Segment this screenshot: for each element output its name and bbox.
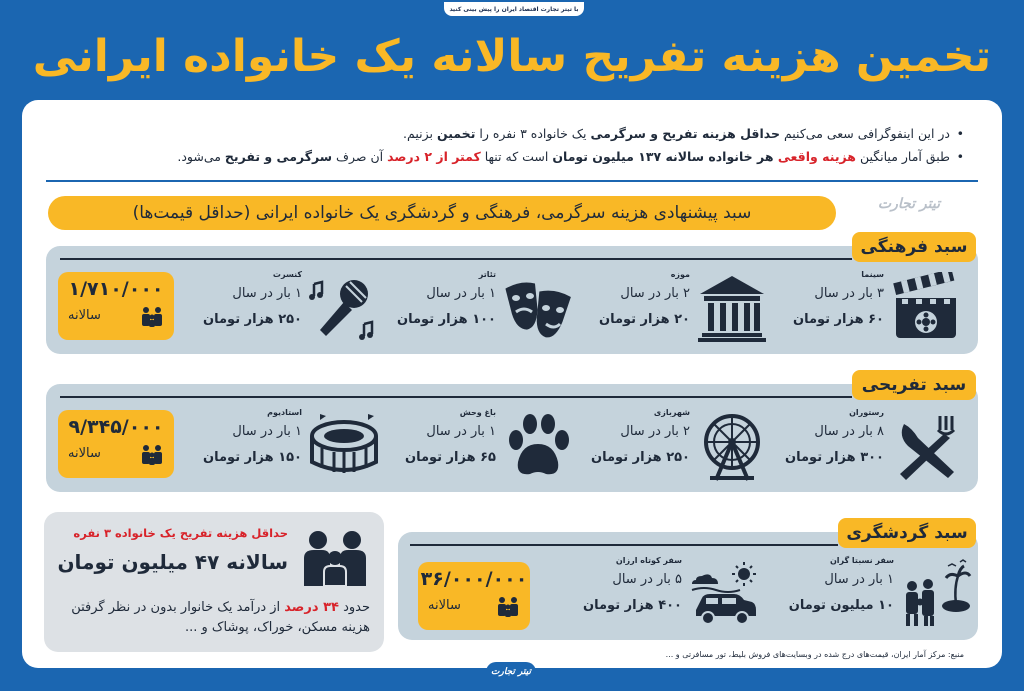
item-name: باغ وحش (459, 408, 496, 417)
family-icon (300, 528, 370, 588)
item-name: موزه (670, 270, 690, 279)
intro-text: بزنیم. (403, 126, 437, 141)
item-cinema (772, 270, 962, 350)
tourism-tab: سبد گردشگری (838, 518, 976, 548)
divider (60, 396, 852, 398)
intro-text: می‌شود. (177, 149, 225, 164)
item-name: استادیوم (267, 408, 302, 417)
family-island-icon (900, 558, 972, 630)
item-theater (384, 270, 574, 350)
page-title: تخمین هزینه تفریح سالانه یک خانواده ایرانی (32, 31, 992, 82)
intro-text: هزینه واقعی (777, 149, 856, 164)
item-cost: ۲۰ هزار تومان (598, 312, 690, 327)
intro-list (64, 122, 964, 168)
cultural-tab: سبد فرهنگی (852, 232, 976, 262)
item-cost: ۶۵ هزار تومان (404, 450, 496, 465)
item-name: تئاتر (478, 270, 496, 279)
intro-line-1 (64, 122, 964, 145)
item-stadium (190, 408, 380, 488)
item-frequency: ۳ بار در سال (814, 286, 884, 301)
summary-percent: ۳۴ درصد (284, 600, 339, 615)
total-value: ۱/۷۱۰/۰۰۰ (68, 278, 164, 300)
divider (46, 180, 978, 182)
intro-text: سرگرمی و تفریح (224, 149, 333, 164)
intro-text: تخمین (436, 126, 476, 141)
summary-total: سالانه ۴۷ میلیون تومان (57, 550, 288, 574)
item-museum (578, 270, 768, 350)
item-frequency: ۲ بار در سال (620, 424, 690, 439)
item-cost: ۱۵۰ هزار تومان (203, 450, 302, 465)
intro-text: یک خانواده ۳ نفره را (475, 126, 591, 141)
item-cost: ۳۰۰ هزار تومان (785, 450, 884, 465)
item-cost: ۶۰ هزار تومان (792, 312, 884, 327)
item-name: رستوران (849, 408, 884, 417)
item-cost: ۴۰۰ هزار تومان (583, 598, 682, 613)
item-frequency: ۱ بار در سال (426, 286, 496, 301)
intro-text: حداقل هزینه تفریح و سرگرمی (590, 126, 780, 141)
intro-text: طبق آمار میانگین (855, 149, 950, 164)
summary-heading: حداقل هزینه تفریح یک خانواده ۳ نفره (73, 526, 288, 540)
item-frequency: ۱ بار در سال (232, 424, 302, 439)
divider (60, 258, 852, 260)
item-frequency: ۱ بار در سال (824, 572, 894, 587)
theater-masks-icon (502, 272, 574, 344)
summary-text: از درآمد یک خانوار بدون در نظر گرفتن هزینه مسکن، خوراک، پوشاک و ... (71, 600, 370, 635)
total-label: سالانه (68, 446, 101, 461)
ferris-wheel-icon (696, 410, 768, 482)
item-zoo (384, 408, 574, 488)
fork-knife-icon (890, 410, 962, 482)
museum-icon (696, 272, 768, 344)
total-value: ۹/۳۴۵/۰۰۰ (68, 416, 164, 438)
item-frequency: ۵ بار در سال (612, 572, 682, 587)
family-icon (140, 304, 164, 328)
item-frequency: ۱ بار در سال (232, 286, 302, 301)
film-clapper-icon (890, 272, 962, 344)
car-trip-icon (688, 558, 760, 630)
item-name: شهربازی (653, 408, 690, 417)
intro-line-2 (64, 145, 964, 168)
summary-note (58, 598, 370, 638)
total-label: سالانه (428, 598, 461, 613)
basket-banner: سبد پیشنهادی هزینه سرگرمی، فرهنگی و گردشگری یک خانواده ایرانی (حداقل قیمت‌ها) (48, 196, 836, 230)
item-name: سفر نسبتا گران (829, 556, 894, 565)
item-cost: ۲۵۰ هزار تومان (203, 312, 302, 327)
item-cheap-trip (560, 556, 760, 636)
stadium-icon (308, 410, 380, 482)
watermark-logo: تیتر تجارت (877, 196, 940, 212)
item-frequency: ۸ بار در سال (814, 424, 884, 439)
item-cost: ۱۰ میلیون تومان (788, 598, 894, 613)
item-name: سفر کوتاه ارزان (615, 556, 682, 565)
leisure-tab: سبد تفریحی (852, 370, 976, 400)
item-amusement-park (578, 408, 768, 488)
summary-box (44, 512, 384, 652)
item-cost: ۱۰۰ هزار تومان (397, 312, 496, 327)
item-cost: ۲۵۰ هزار تومان (591, 450, 690, 465)
intro-text: آن صرف (332, 149, 388, 164)
item-concert (190, 270, 380, 350)
total-label: سالانه (68, 308, 101, 323)
paw-icon (502, 410, 574, 482)
intro-text: هر خانواده سالانه ۱۳۷ میلیون تومان (552, 149, 778, 164)
summary-text: حدود (338, 600, 370, 615)
source-note: منبع: مرکز آمار ایران، قیمت‌های درج شده در وبسایت‌های فروش بلیط، تور مسافرتی و ... (665, 650, 964, 659)
intro-text: در این اینفوگرافی سعی می‌کنیم (779, 126, 950, 141)
family-icon (496, 594, 520, 618)
intro-text: کمتر از ۲ درصد (387, 149, 481, 164)
brand-logo: تیتر تجارت (486, 662, 536, 682)
item-frequency: ۱ بار در سال (426, 424, 496, 439)
item-name: سینما (861, 270, 884, 279)
top-tagline: با تیتر تجارت اقتصاد ایران را پیش بینی کنید (444, 2, 584, 16)
item-name: کنسرت (272, 270, 302, 279)
family-icon (140, 442, 164, 466)
item-restaurant (772, 408, 962, 488)
divider (410, 544, 838, 546)
item-expensive-trip (772, 556, 972, 636)
microphone-icon (308, 272, 380, 344)
cultural-total (58, 272, 174, 340)
item-frequency: ۲ بار در سال (620, 286, 690, 301)
leisure-total (58, 410, 174, 478)
intro-text: است که تنها (480, 149, 553, 164)
tourism-total (418, 562, 530, 630)
total-value: ۳۶/۰۰۰/۰۰۰ (420, 568, 528, 590)
